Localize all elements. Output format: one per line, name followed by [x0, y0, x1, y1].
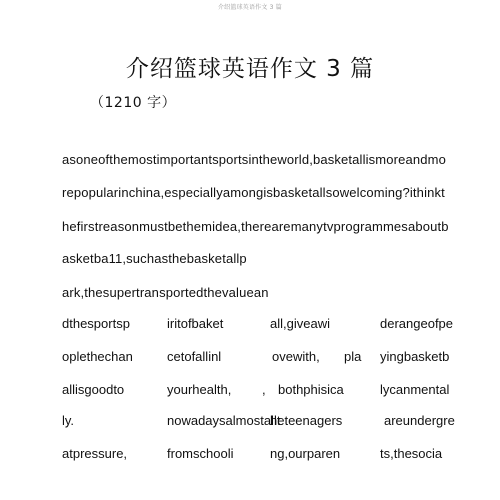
paragraph-line: repopularinchina,especiallyamongisbasketallsowelcoming?ithinkt	[62, 185, 445, 200]
paragraph-line: asketba11,suchasthebasketallp	[62, 251, 247, 266]
row-fragment: bothphisica	[278, 382, 344, 397]
row-fragment: areundergre	[384, 413, 455, 428]
row-fragment: cetofallinl	[167, 349, 222, 364]
row-fragment: ts,thesocia	[380, 446, 443, 461]
row-fragment: allisgoodto	[62, 382, 125, 397]
running-header: 介绍篮球英语作文 3 篇	[217, 4, 283, 11]
row-fragment: pla	[344, 349, 362, 364]
row-fragment: derangeofpe	[380, 316, 454, 331]
paragraph-line: asoneofthemostimportantsportsintheworld,basketallismoreandmo	[62, 152, 447, 167]
row-fragment: ,	[262, 382, 266, 397]
row-fragment: ly.	[62, 413, 75, 428]
row-fragment: yourhealth,	[167, 382, 232, 397]
row-fragment: fromschooli	[167, 446, 234, 461]
row-fragment: ovewith,	[272, 349, 320, 364]
row-fragment: atpressure,	[62, 446, 128, 461]
paragraph-line: ark,thesupertransportedthevaluean	[62, 285, 269, 300]
word-count: （1210 字）	[90, 95, 177, 111]
row-fragment: heteenagers	[270, 413, 343, 428]
row-fragment: ng,ourparen	[270, 446, 341, 461]
row-fragment: yingbasketb	[380, 349, 450, 364]
row-fragment: nowadaysalmostallt	[167, 413, 281, 428]
row-fragment: oplethechan	[62, 349, 133, 364]
page-title: 介绍篮球英语作文 3 篇	[125, 56, 375, 82]
row-fragment: lycanmental	[380, 382, 450, 397]
row-fragment: dthesportsp	[62, 316, 130, 331]
row-fragment: all,giveawi	[270, 316, 330, 331]
paragraph-line: hefirstreasonmustbethemidea,therearemanytvprogrammesaboutb	[62, 219, 449, 234]
row-fragment: iritofbaket	[167, 316, 224, 331]
